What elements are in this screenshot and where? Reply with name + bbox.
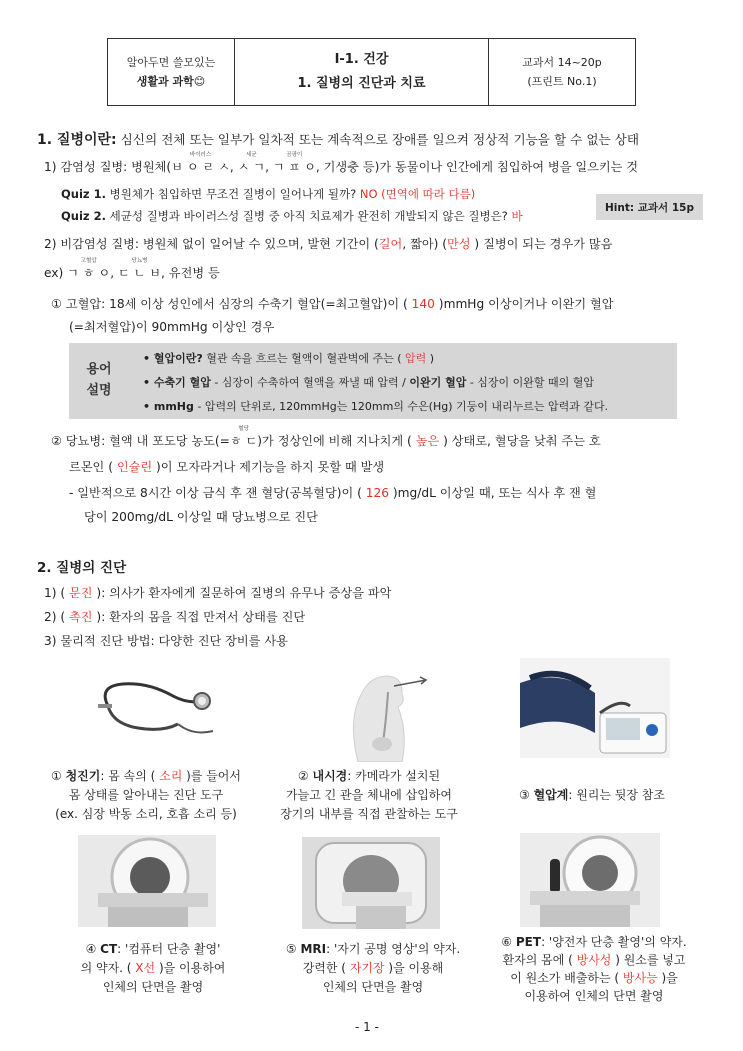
section1-definition: 심신의 전체 또는 일부가 일차적 또는 계속적으로 장애를 일으켜 정상적 기능을 할 수 없는 상태: [116, 132, 639, 147]
infectious-suffix: , 기생충 등)가 동물이나 인간에게 침입하여 병을 일으키는 것: [315, 160, 639, 174]
cap4-line3: 인체의 단면을 촬영: [102, 980, 204, 994]
dm-a: ② 당뇨병: 혈액 내 포도당 농도(=: [51, 434, 230, 448]
cap4-b: : '컴퓨터 단층 촬영': [117, 942, 221, 956]
pet-caption: [478, 933, 710, 1005]
cap3-bold: 혈압계: [533, 788, 569, 802]
cap5-bold: MRI: [300, 942, 327, 956]
ruby-hypertension-top: 고혈압: [80, 258, 97, 264]
cap6-b: : '양전자 단층 촬영'의 약자.: [541, 935, 687, 949]
cap2-a: ②: [297, 769, 313, 783]
quiz2-text: 세균성 질병과 바이러스성 질병 중 아직 치료제가 완전히 개발되지 않은 질병은?: [105, 209, 512, 223]
d1-a: 1) (: [44, 586, 70, 600]
ct-scanner-image: [78, 835, 216, 927]
cap1-answer: 소리: [159, 769, 183, 783]
term-mmhg: [143, 398, 608, 414]
stethoscope-image: [78, 676, 228, 751]
ruby-blood-sugar-top: 혈당: [238, 426, 249, 432]
diabetes-line2: [69, 458, 384, 475]
d1-b: ): 의사가 환자에게 질문하여 질병의 유무나 증상을 파악: [92, 586, 392, 600]
term3-bold: • mmHg: [143, 400, 194, 413]
cap6-l2b: ) 원소를 넣고: [611, 953, 686, 967]
cap2-b: : 카메라가 설치된: [347, 769, 441, 783]
infectious-disease-line: [44, 152, 639, 175]
cap5-answer: 자기장: [349, 961, 385, 975]
dm-b: )가 정상인에 비해 지나치게 (: [257, 434, 416, 448]
term2-bold2: 이완기 혈압: [409, 376, 467, 389]
d2-a: 2) (: [44, 610, 70, 624]
quiz1-line: [61, 186, 475, 202]
ruby-diabetes-base: ㄷ ㄴ ㅂ: [117, 266, 162, 280]
cap5-line3: 인체의 단면을 촬영: [322, 980, 424, 994]
ruby-hypertension: [67, 258, 111, 281]
page-number: - 1 -: [355, 1020, 379, 1034]
ruby-bacteria-top: 세균: [246, 152, 257, 158]
ct-caption: [40, 940, 266, 997]
term-explanation-box: [69, 343, 677, 419]
diagnosis-palpation-line: [44, 608, 305, 625]
term2-text1: - 심장이 수축하여 혈액을 짜낼 때 압력 /: [210, 376, 410, 389]
cap4-bold: CT: [100, 942, 118, 956]
cap4-answer: X선: [135, 961, 156, 975]
ex-prefix: ex): [44, 266, 68, 280]
sep2: ,: [265, 160, 273, 174]
header-center-cell: [235, 39, 489, 105]
term-systolic-diastolic: [143, 374, 594, 390]
header-subtitle: 알아두면 쓸모있는: [126, 56, 216, 69]
bp-a: ① 고혈압: 18세 이상 성인에서 심장의 수축기 혈압(=최고혈압)이 (: [51, 297, 412, 311]
cap4-l2a: 의 약자. (: [80, 961, 136, 975]
diagnosis-physical-line: 3) 물리적 진단 방법: 다양한 진단 장비를 사용: [44, 634, 288, 648]
sep1: ,: [229, 160, 238, 174]
print-number: (프린트 No.1): [527, 75, 597, 88]
quiz2-line: [61, 208, 523, 224]
cap3-b: : 원리는 뒷장 참조: [568, 788, 665, 802]
term-label-1: 용어: [86, 362, 112, 377]
term-blood-pressure: [143, 350, 434, 366]
hint-box: Hint: 교과서 15p: [596, 194, 703, 220]
cap6-bold: PET: [515, 935, 542, 949]
cap4-l2b: )을 이용하여: [155, 961, 226, 975]
blood-pressure-monitor-image: [520, 658, 670, 758]
dm3-b: )mg/dL 이상일 때, 또는 식사 후 잰 혈: [389, 486, 597, 500]
term1-text: 혈관 속을 흐르는 혈액이 혈관벽에 주는 (: [202, 352, 406, 365]
cap5-l2a: 강력한 (: [302, 961, 350, 975]
cap6-answer-radioactive: 방사성: [576, 953, 612, 967]
diabetes-line4: 당이 200mg/dL 이상일 때 당뇨병으로 진단: [84, 510, 318, 524]
mri-scanner-image: [302, 837, 440, 929]
cap2-bold: 내시경: [312, 769, 348, 783]
section1-heading-line: [37, 129, 639, 149]
cap1-c: )를 들어서: [182, 769, 241, 783]
ex-suffix: , 유전병 등: [161, 266, 220, 280]
bp-monitor-caption: [494, 786, 690, 805]
noninf-answer-chronic: 만성: [447, 237, 471, 251]
dm2-a: 르몬인 (: [69, 460, 117, 474]
term1-bold: • 혈압이란?: [143, 352, 203, 365]
dm3-a: - 일반적으로 8시간 이상 금식 후 잰 혈당(공복혈당)이 (: [69, 486, 366, 500]
dm2-b: )이 모자라거나 제기능을 하지 못할 때 발생: [152, 460, 385, 474]
ruby-diabetes: [117, 258, 162, 281]
term3-text: - 압력의 단위로, 120mmHg는 120mm의 수은(Hg) 기둥이 내리누르는 압력과 같다.: [193, 400, 609, 413]
header-course-name: 생활과 과학😊: [136, 75, 206, 88]
ruby-fungus-top: 곰팡이: [286, 152, 303, 158]
dm-answer-insulin: 인슐린: [116, 460, 153, 474]
header-left-cell: [108, 39, 235, 105]
header-right-cell: [489, 39, 635, 105]
ruby-diabetes-top: 당뇨병: [131, 258, 148, 264]
diabetes-line3: [69, 484, 596, 501]
hypertension-line1: [51, 295, 614, 312]
quiz1-label: Quiz 1.: [61, 187, 106, 201]
ruby-virus-top: 바이러스: [189, 152, 212, 158]
section1-heading: 1. 질병이란:: [37, 132, 117, 148]
cap6-l3a: 이 원소가 배출하는 (: [510, 971, 623, 985]
stethoscope-caption: [28, 767, 264, 824]
term1-end: ): [426, 352, 435, 365]
section2-heading: 2. 질병의 진단: [37, 560, 127, 576]
ruby-bacteria-base: ㅅ ㄱ: [237, 160, 266, 174]
endoscope-caption: [262, 767, 476, 824]
term1-answer: 압력: [405, 352, 427, 365]
term-label-2: 설명: [86, 383, 112, 398]
term2-text2: - 심장이 이완할 때의 혈압: [466, 376, 595, 389]
noninf-answer-long: 길어: [378, 237, 403, 251]
noninf-a: 2) 비감염성 질병: 병원체 없이 일어날 수 있으며, 발현 기간이 (: [44, 237, 379, 251]
cap2-line2: 가늘고 긴 관을 체내에 삽입하여: [286, 788, 452, 802]
term-box-label: [81, 359, 117, 401]
term2-bold1: • 수축기 혈압: [143, 376, 211, 389]
dm-answer-126: 126: [365, 486, 390, 500]
quiz2-answer: 바: [511, 209, 523, 223]
ruby-virus: [171, 152, 230, 175]
cap2-line3: 장기의 내부를 직접 관찰하는 도구: [280, 807, 458, 821]
dm-c: ) 상태로, 혈당을 낮춰 주는 호: [439, 434, 601, 448]
cap6-l2a: 환자의 몸에 (: [502, 953, 577, 967]
ruby-blood-sugar: [229, 426, 258, 449]
d2-b: ): 환자의 몸을 직접 만져서 상태를 진단: [92, 610, 306, 624]
diabetes-line1: [51, 426, 601, 449]
unit-title: Ⅰ-1. 건강: [334, 52, 389, 67]
cap6-line4: 이용하여 인체의 단면 촬영: [524, 989, 664, 1003]
ruby-virus-base: ㅂ ㅇ ㄹ ㅅ: [171, 160, 230, 174]
diagnosis-interview-line: [44, 584, 391, 601]
quiz2-label: Quiz 2.: [61, 209, 106, 223]
header-table: [107, 38, 636, 106]
cap6-answer-radiation: 방사능: [622, 971, 658, 985]
ruby-blood-sugar-base: ㅎ ㄷ: [229, 434, 258, 448]
d1-answer: 문진: [69, 586, 93, 600]
cap3-a: ③: [519, 788, 534, 802]
infectious-prefix: 1) 감염성 질병: 병원체(: [44, 160, 172, 174]
noninf-b: , 짧아) (: [402, 237, 448, 251]
ruby-hypertension-base: ㄱ ㅎ ㅇ: [67, 266, 111, 280]
cap1-b: : 몸 속의 (: [100, 769, 160, 783]
cap1-a: ①: [51, 769, 66, 783]
endoscope-image: [328, 662, 436, 762]
noninfectious-line: [44, 235, 612, 252]
lesson-title: 1. 질병의 진단과 치료: [297, 76, 426, 91]
cap6-l3b: )을: [657, 971, 678, 985]
cap1-line2: 몸 상태를 알아내는 진단 도구: [68, 788, 224, 802]
sep3: ,: [110, 266, 118, 280]
textbook-pages: 교과서 14~20p: [522, 56, 602, 69]
cap4-a: ④: [85, 942, 101, 956]
cap5-a: ⑤: [285, 942, 301, 956]
ruby-fungus: [272, 152, 316, 175]
cap1-line3: (ex. 심장 박동 소리, 호흡 소리 등): [55, 807, 237, 821]
cap1-bold: 청진기: [65, 769, 101, 783]
cap5-b: : '자기 공명 영상'의 약자.: [326, 942, 461, 956]
bp-answer: 140: [411, 297, 435, 311]
quiz1-text: 병원체가 침입하면 무조건 질병이 일어나게 될까?: [105, 187, 360, 201]
cap6-a: ⑥: [501, 935, 516, 949]
d2-answer: 촉진: [69, 610, 93, 624]
example-line: [44, 258, 220, 281]
cap5-l2b: )을 이용해: [384, 961, 444, 975]
ruby-bacteria: [237, 152, 266, 175]
dm-answer-high: 높은: [415, 434, 440, 448]
quiz1-answer: NO (면역에 따라 다름): [359, 187, 476, 201]
noninf-c: ) 질병이 되는 경우가 많음: [470, 237, 613, 251]
mri-caption: [262, 940, 484, 997]
bp-b: )mmHg 이상이거나 이완기 혈압: [434, 297, 614, 311]
ruby-fungus-base: ㄱ ㅍ ㅇ: [272, 160, 316, 174]
pet-scanner-image: [520, 833, 660, 927]
hypertension-line2: (=최저혈압)이 90mmHg 이상인 경우: [69, 320, 275, 334]
